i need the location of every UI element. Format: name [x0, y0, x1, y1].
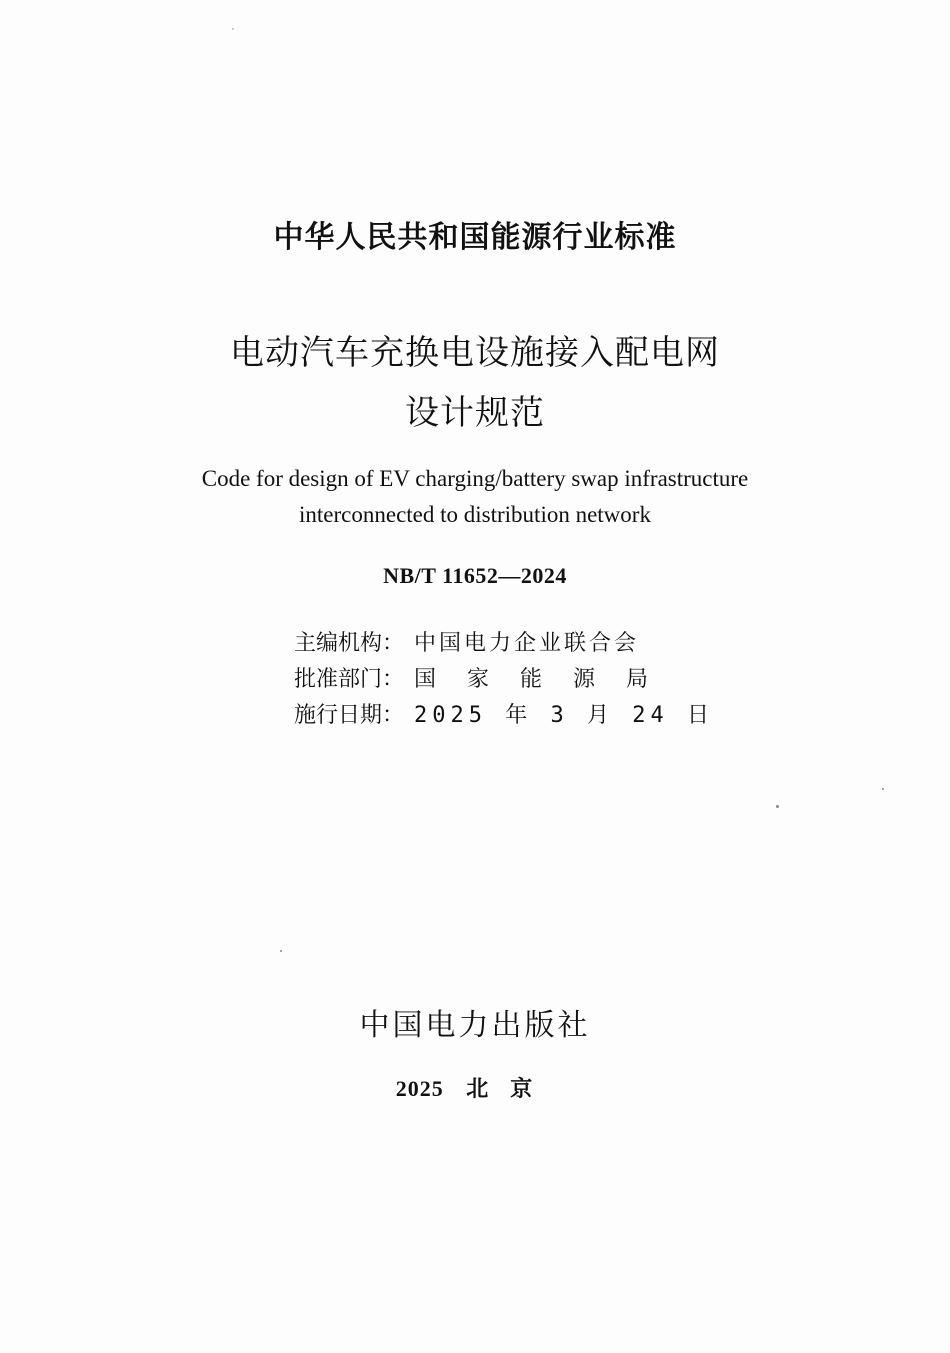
scan-speck — [882, 788, 884, 790]
effective-date-value: 2025 年 3 月 24 日 — [414, 703, 714, 728]
scan-speck — [776, 805, 779, 808]
editor-label: 主编机构： — [294, 631, 405, 656]
publication-place: 北京 — [466, 1077, 555, 1102]
publication-year-place — [0, 1072, 950, 1103]
editor-value: 中国电力企业联合会 — [414, 631, 640, 656]
effective-date-label: 施行日期： — [294, 703, 405, 728]
approver-value: 国家能源局 — [414, 667, 680, 692]
editor-row — [294, 626, 714, 662]
scan-speck — [280, 950, 282, 952]
standard-category: 中华人民共和国能源行业标准 — [273, 220, 677, 255]
publisher-name: 中国电力出版社 — [359, 1008, 591, 1043]
approver-row — [294, 662, 714, 698]
standard-number: NB/T 11652—2024 — [383, 563, 567, 588]
effective-date-row — [294, 698, 714, 734]
english-title-line-1: Code for design of EV charging/battery swap infrastructure — [201, 466, 749, 491]
chinese-title-line-1: 电动汽车充换电设施接入配电网 — [230, 333, 720, 373]
scan-speck — [232, 28, 234, 30]
english-title-line-2: interconnected to distribution network — [299, 502, 651, 527]
metadata-block — [294, 626, 714, 734]
publication-year: 2025 — [395, 1076, 444, 1101]
chinese-title-line-2: 设计规范 — [405, 393, 545, 433]
approver-label: 批准部门： — [294, 667, 405, 692]
